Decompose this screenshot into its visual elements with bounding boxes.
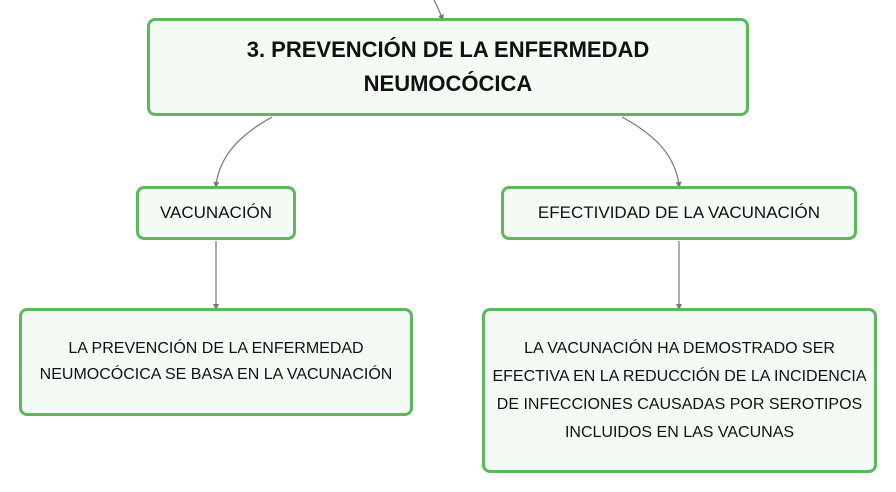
detail-text-efectividad: LA VACUNACIÓN HA DEMOSTRADO SER EFECTIVA EN LA REDUCCIÓN DE LA INCIDENCIA DE INFECCIONES CAUSADAS POR SEROTIPOS INCLUIDOS EN LAS VACUNAS	[492, 339, 867, 441]
subtopic-label-vacunacion: VACUNACIÓN	[159, 203, 273, 222]
detail-text-prevencion: LA PREVENCIÓN DE LA ENFERMEDAD NEUMOCÓCICA SE BASA EN LA VACUNACIÓN	[39, 340, 393, 383]
connector-main-to-efectividad	[622, 117, 679, 185]
detail-node-prevencion[interactable]	[19, 308, 413, 416]
subtopic-node-vacunacion[interactable]	[136, 186, 296, 240]
subtopic-node-efectividad[interactable]	[501, 186, 857, 240]
connector-main-to-vacunacion	[216, 117, 272, 185]
detail-node-efectividad[interactable]	[482, 308, 877, 473]
connector-from-parent	[434, 0, 442, 18]
subtopic-label-efectividad: EFECTIVIDAD DE LA VACUNACIÓN	[537, 203, 821, 222]
main-topic-label: 3. PREVENCIÓN DE LA ENFERMEDAD NEUMOCÓCICA	[246, 37, 650, 96]
main-topic-node[interactable]	[147, 18, 749, 116]
